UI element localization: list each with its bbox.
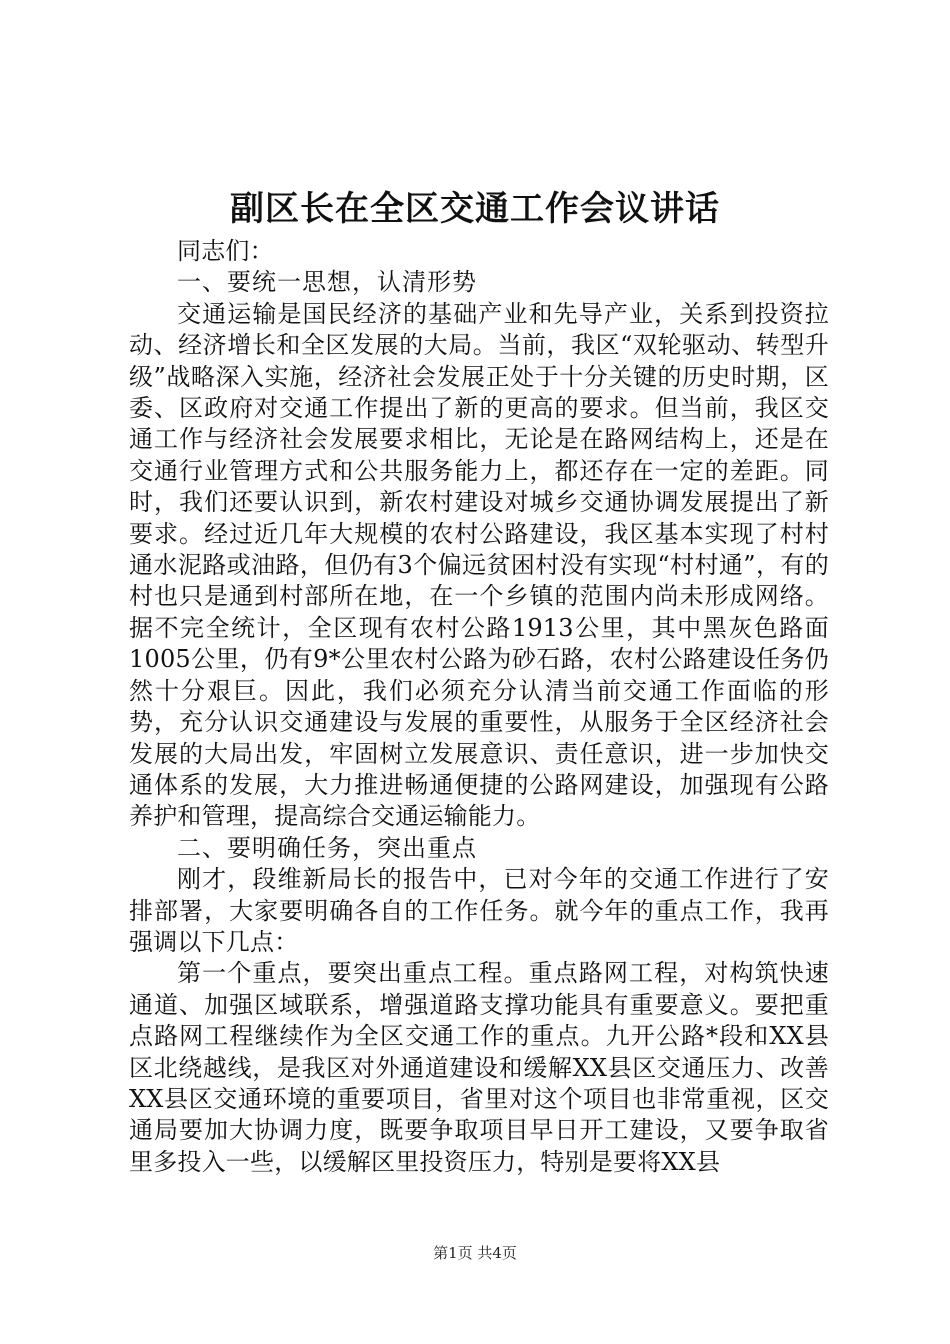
paragraph-tasks: 刚才，段维新局长的报告中，已对今年的交通工作进行了安排部署，大家要明确各自的工作任务。就今年的重点工作，我再强调以下几点：: [129, 865, 829, 956]
paragraph-situation: 交通运输是国民经济的基础产业和先导产业，关系到投资拉动、经济增长和全区发展的大局。当前，我区“双轮驱动、转型升级”战略深入实施，经济社会发展正处于十分关键的历史时期，区委、区政府对交通工作提出了新的更高的要求。但当前，我区交通工作与经济社会发展要求相比，无论是在路网结构上，还是在交通行业管理方式和公共服务能力上，都还存在一定的差距。同时，我们还要认识到，新农村建设对城乡交通协调发展提出了新要求。经过近几年大规模的农村公路建设，我区基本实现了村村通水泥路或油路，但仍有3个偏远贫困村没有实现“村村通”，有的村也只是通到村部所在地，在一个乡镇的范围内尚未形成网络。据不完全统计，全区现有农村公路1913公里，其中黑灰色路面1005公里，仍有9*公里农村公路为砂石路，农村公路建设任务仍然十分艰巨。因此，我们必须充分认清当前交通工作面临的形势，充分认识交通建设与发展的重要性，从服务于全区经济社会发展的大局出发，牢固树立发展意识、责任意识，进一步加快交通体系的发展，大力推进畅通便捷的公路网建设，加强现有公路养护和管理，提高综合交通运输能力。: [129, 299, 829, 831]
section-heading-2: 二、要明确任务，突出重点: [177, 833, 477, 862]
salutation: 同志们：: [177, 237, 274, 265]
document-body: [129, 236, 829, 1178]
page-number-footer: 第1页 共4页: [433, 1244, 517, 1262]
section-heading-1: 一、要统一思想，认清形势: [177, 268, 477, 297]
paragraph-first-priority: 第一个重点，要突出重点工程。重点路网工程，对构筑快速通道、加强区域联系，增强道路支撑功能具有重要意义。要把重点路网工程继续作为全区交通工作的重点。九开公路*段和XX县区北绕越线，是我区对外通道建设和缓解XX县区交通压力、改善XX县区交通环境的重要项目，省里对这个项目也非常重视，区交通局要加大协调力度，既要争取项目早日开工建设，又要争取省里多投入一些，以缓解区里投资压力，特别是要将XX县: [129, 959, 829, 1176]
document-title: 副区长在全区交通工作会议讲话: [230, 189, 720, 229]
